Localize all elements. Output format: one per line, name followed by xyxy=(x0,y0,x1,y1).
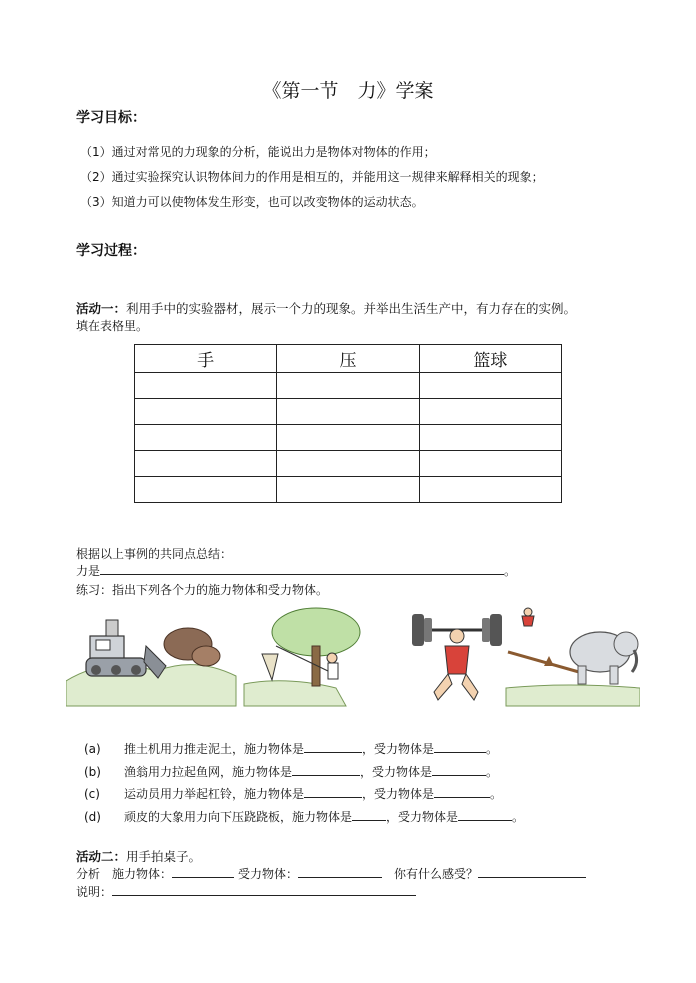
activity1-text2: 填在表格里。 xyxy=(76,319,149,333)
activity2-feeling-blank[interactable] xyxy=(478,865,586,878)
table-cell[interactable] xyxy=(419,451,561,477)
applier-blank[interactable] xyxy=(304,740,362,753)
table-cell[interactable] xyxy=(135,373,277,399)
exercise-item-b xyxy=(84,763,498,780)
table-cell[interactable] xyxy=(135,451,277,477)
applier-label: 施力物体： xyxy=(112,867,173,881)
table-cell[interactable] xyxy=(277,451,419,477)
exercise-intro: 练习：指出下列各个力的施力物体和受力物体。 xyxy=(76,583,329,597)
force-blank[interactable] xyxy=(100,562,504,575)
table-row xyxy=(135,373,562,399)
item-mid: ，受力物体是 xyxy=(362,787,435,801)
table-cell[interactable] xyxy=(277,477,419,503)
activity2-applier-blank[interactable] xyxy=(172,865,234,878)
objectives-heading: 学习目标： xyxy=(76,110,146,126)
fisherman-illustration xyxy=(244,608,360,706)
activity2-analysis-line xyxy=(76,865,586,882)
receiver-blank[interactable] xyxy=(434,785,490,798)
activity2-label: 活动二： xyxy=(76,849,127,864)
item-text: 推土机用力推走泥土，施力物体是 xyxy=(124,742,305,756)
bulldozer-illustration xyxy=(66,620,236,706)
page-title: 《第一节 力》学案 xyxy=(262,80,434,102)
activity2-explain-line xyxy=(76,883,416,900)
analysis-label: 分析 xyxy=(76,867,101,881)
weightlifter-illustration xyxy=(412,614,502,700)
activity2-receiver-blank[interactable] xyxy=(298,865,382,878)
summary-intro: 根据以上事例的共同点总结： xyxy=(76,547,233,561)
table-cell[interactable] xyxy=(419,477,561,503)
objective-1: （1）通过对常见的力现象的分析，能说出力是物体对物体的作用； xyxy=(80,145,436,159)
explain-blank[interactable] xyxy=(112,883,416,896)
table-cell[interactable] xyxy=(277,373,419,399)
table-cell[interactable] xyxy=(277,425,419,451)
table-header-basketball: 篮球 xyxy=(419,345,561,373)
receiver-blank[interactable] xyxy=(458,808,512,821)
table-header-press: 压 xyxy=(277,345,419,373)
table-cell[interactable] xyxy=(419,373,561,399)
table-cell[interactable] xyxy=(135,425,277,451)
table-row xyxy=(135,425,562,451)
activity1-table xyxy=(134,344,562,503)
applier-blank[interactable] xyxy=(292,763,360,776)
table-cell[interactable] xyxy=(135,477,277,503)
summary-force-line xyxy=(76,562,516,579)
item-end: 。 xyxy=(486,765,499,779)
applier-blank[interactable] xyxy=(304,785,362,798)
force-prefix: 力是 xyxy=(76,564,101,578)
item-mid: ，受力物体是 xyxy=(360,765,433,779)
exercise-item-a xyxy=(84,740,498,757)
table-cell[interactable] xyxy=(135,399,277,425)
exercise-item-c xyxy=(84,785,502,802)
item-tag: (b) xyxy=(84,765,101,779)
item-end: 。 xyxy=(490,787,503,801)
objective-2: （2）通过实验探究认识物体间力的作用是相互的，并能用这一规律来解释相关的现象； xyxy=(80,170,544,184)
table-row xyxy=(135,451,562,477)
explain-label: 说明： xyxy=(76,885,113,899)
item-tag: (a) xyxy=(84,742,101,756)
activity1-label: 活动一： xyxy=(76,301,127,316)
table-header-hand: 手 xyxy=(135,345,277,373)
item-tag: (c) xyxy=(84,787,100,801)
table-row xyxy=(135,477,562,503)
item-end: 。 xyxy=(512,810,525,824)
activity1-text xyxy=(76,299,576,317)
activity1-desc: 利用手中的实验器材，展示一个力的现象。并举出生活生产中，有力存在的实例。 xyxy=(126,301,577,316)
item-text: 运动员用力举起杠铃，施力物体是 xyxy=(124,787,305,801)
exercise-illustrations xyxy=(66,596,640,716)
item-mid: ，受力物体是 xyxy=(362,742,435,756)
activity2-text xyxy=(76,847,201,865)
activity2-desc: 用手拍桌子。 xyxy=(126,849,202,864)
objective-3: （3）知道力可以使物体发生形变，也可以改变物体的运动状态。 xyxy=(80,195,424,209)
process-heading: 学习过程： xyxy=(76,243,146,259)
force-suffix: 。 xyxy=(504,564,517,578)
exercise-item-d xyxy=(84,808,524,825)
elephant-seesaw-illustration xyxy=(506,608,640,706)
item-text: 顽皮的大象用力向下压跷跷板，施力物体是 xyxy=(124,810,353,824)
item-end: 。 xyxy=(486,742,499,756)
receiver-blank[interactable] xyxy=(432,763,486,776)
item-tag: (d) xyxy=(84,810,101,824)
table-cell[interactable] xyxy=(419,425,561,451)
table-cell[interactable] xyxy=(419,399,561,425)
receiver-label: 受力物体： xyxy=(238,867,299,881)
table-cell[interactable] xyxy=(277,399,419,425)
item-text: 渔翁用力拉起鱼网，施力物体是 xyxy=(124,765,293,779)
applier-blank[interactable] xyxy=(352,808,386,821)
feeling-label: 你有什么感受？ xyxy=(394,867,479,881)
receiver-blank[interactable] xyxy=(434,740,486,753)
item-mid: ，受力物体是 xyxy=(386,810,459,824)
table-row xyxy=(135,399,562,425)
